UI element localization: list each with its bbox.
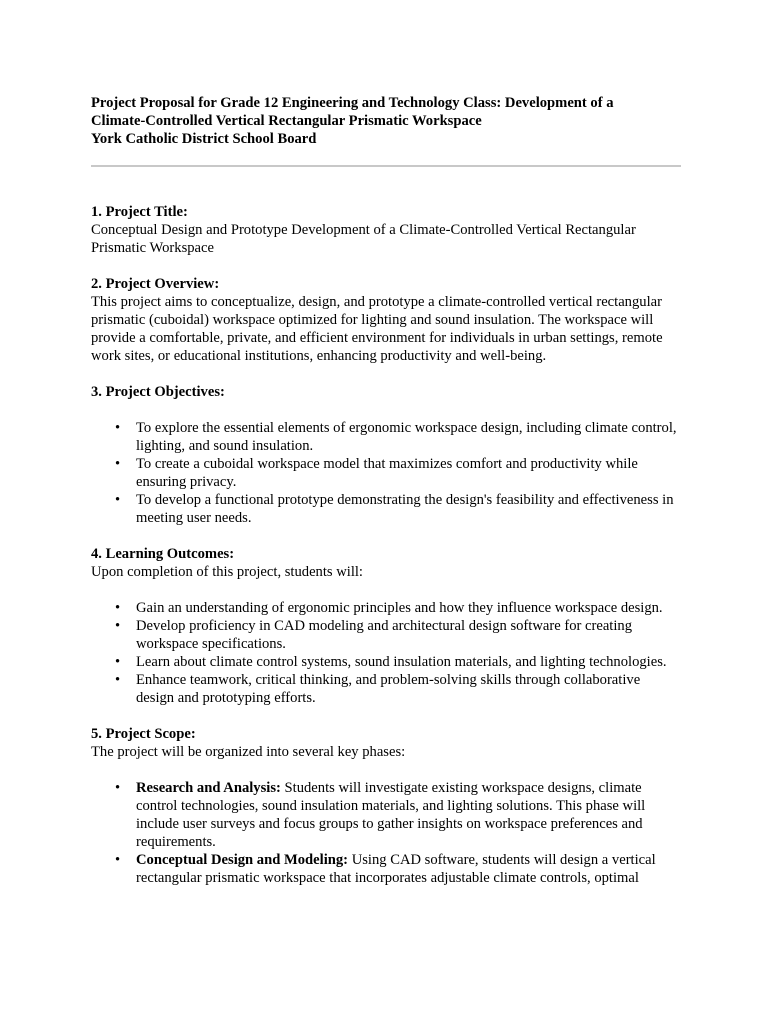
list-item (136, 779, 681, 851)
title-line-1: Project Proposal for Grade 12 Engineering and Technology Class: Development of a (91, 95, 614, 111)
outcomes-list (91, 599, 681, 707)
section-text: Conceptual Design and Prototype Development of a Climate-Controlled Vertical Rectangular Prismatic Workspace (91, 222, 636, 256)
document-title (91, 94, 681, 148)
section-heading: 5. Project Scope: (91, 726, 196, 742)
list-item-text: Using CAD software, students will design a vertical rectangular prismatic workspace that incorporates adjustable climate controls, optimal (136, 852, 656, 886)
list-item: • To create a cuboidal workspace model that maximizes comfort and productivity while ensuring privacy. (136, 455, 681, 491)
section-heading: 3. Project Objectives: (91, 384, 225, 400)
section-heading: 4. Learning Outcomes: (91, 546, 235, 562)
list-item: • Gain an understanding of ergonomic principles and how they influence workspace design. (136, 599, 681, 617)
list-item (136, 851, 681, 887)
list-item: • Learn about climate control systems, sound insulation materials, and lighting technologies. (136, 653, 681, 671)
scope-list (91, 779, 681, 887)
list-item: • To develop a functional prototype demonstrating the design's feasibility and effectiveness in meeting user needs. (136, 491, 681, 527)
document-page (91, 94, 681, 887)
list-item: • Enhance teamwork, critical thinking, and problem-solving skills through collaborative design and prototyping efforts. (136, 671, 681, 707)
list-item: • Develop proficiency in CAD modeling and architectural design software for creating workspace specifications. (136, 617, 681, 653)
section-intro: The project will be organized into several key phases: (91, 744, 406, 760)
list-item-label: Conceptual Design and Modeling: (136, 852, 349, 868)
section-intro: Upon completion of this project, students will: (91, 564, 363, 580)
list-item-text: Students will investigate existing workspace designs, climate control technologies, sound insulation materials, and lighting solutions. This phase will include user surveys and focus groups to gather insights on workspace preferences and requirements. (136, 780, 646, 850)
title-line-3: York Catholic District School Board (91, 131, 317, 147)
section-project-overview (91, 275, 681, 365)
section-learning-outcomes (91, 545, 681, 707)
section-project-scope (91, 725, 681, 887)
section-heading: 1. Project Title: (91, 204, 188, 220)
objectives-list (91, 419, 681, 527)
list-item: • To explore the essential elements of ergonomic workspace design, including climate control, lighting, and sound insulation. (136, 419, 681, 455)
section-text: This project aims to conceptualize, design, and prototype a climate-controlled vertical rectangular prismatic (cuboidal) workspace optimized for lighting and sound insulation. The workspace will provide a comfortable, private, and efficient environment for individuals in urban settings, remote work sites, or educational institutions, enhancing productivity and well-being. (91, 294, 663, 364)
title-line-2: Climate-Controlled Vertical Rectangular Prismatic Workspace (91, 113, 482, 129)
section-heading: 2. Project Overview: (91, 276, 220, 292)
list-item-label: Research and Analysis: (136, 780, 281, 796)
horizontal-divider (91, 165, 681, 167)
section-project-objectives (91, 383, 681, 527)
section-project-title (91, 203, 681, 257)
